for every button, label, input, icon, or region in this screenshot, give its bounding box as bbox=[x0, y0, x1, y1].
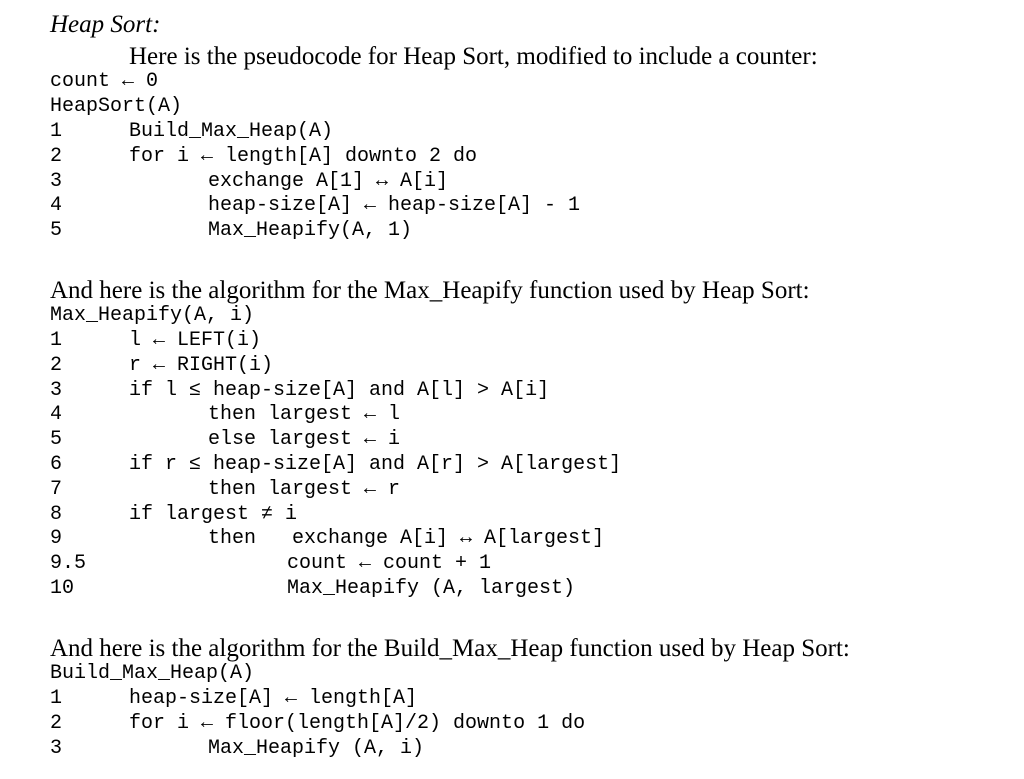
code-text: if r ≤ heap-size[A] and A[r] > A[largest] bbox=[129, 453, 622, 476]
code-text: Max_Heapify(A, 1) bbox=[208, 219, 413, 243]
line-number: 1 bbox=[50, 687, 63, 710]
line-number: 4 bbox=[50, 194, 63, 218]
code-text: if l ≤ heap-size[A] and A[l] > A[i] bbox=[129, 378, 550, 402]
maxheapify-intro: And here is the algorithm for the Max_Heapify function used by Heap Sort: bbox=[50, 277, 810, 304]
buildmaxheap-signature: Build_Max_Heap(A) bbox=[50, 662, 255, 685]
code-line bbox=[0, 403, 1000, 428]
line-number: 1 bbox=[50, 329, 63, 352]
code-line bbox=[0, 577, 1000, 602]
code-line bbox=[0, 354, 1000, 379]
code-line bbox=[0, 170, 1000, 195]
code-line bbox=[0, 687, 1000, 712]
line-number: 9.5 bbox=[50, 552, 87, 576]
line-number: 3 bbox=[50, 736, 63, 760]
code-text: else largest ← i bbox=[208, 428, 401, 452]
code-text: for i ← length[A] downto 2 do bbox=[129, 144, 478, 168]
code-line bbox=[0, 503, 1000, 528]
line-number: 2 bbox=[50, 711, 63, 735]
line-number: 2 bbox=[50, 353, 63, 377]
line-number: 6 bbox=[50, 453, 63, 476]
line-number: 8 bbox=[50, 502, 63, 526]
code-line bbox=[0, 329, 1000, 354]
line-number: 9 bbox=[50, 527, 63, 551]
code-text: then largest ← r bbox=[208, 477, 401, 501]
code-line bbox=[0, 712, 1000, 737]
line-number: 2 bbox=[50, 144, 63, 168]
code-line bbox=[0, 120, 1000, 145]
code-text: l ← LEFT(i) bbox=[129, 329, 262, 352]
line-number: 10 bbox=[50, 577, 75, 600]
code-line bbox=[0, 527, 1000, 552]
code-text: heap-size[A] ← length[A] bbox=[129, 687, 418, 710]
code-text: r ← RIGHT(i) bbox=[129, 353, 274, 377]
code-line bbox=[0, 219, 1000, 244]
heapsort-intro: Here is the pseudocode for Heap Sort, modified to include a counter: bbox=[129, 43, 818, 70]
code-text: count ← count + 1 bbox=[287, 552, 492, 576]
code-text: then exchange A[i] ↔ A[largest] bbox=[208, 527, 605, 551]
code-line bbox=[0, 194, 1000, 219]
code-line bbox=[0, 552, 1000, 577]
line-number: 3 bbox=[50, 169, 63, 193]
code-line bbox=[0, 379, 1000, 404]
maxheapify-signature: Max_Heapify(A, i) bbox=[50, 304, 255, 327]
code-text: then largest ← l bbox=[208, 403, 401, 427]
line-number: 5 bbox=[50, 428, 63, 452]
page-title: Heap Sort: bbox=[50, 11, 161, 38]
code-line bbox=[0, 453, 1000, 478]
heapsort-count-init: count ← 0 bbox=[50, 70, 159, 93]
code-text: exchange A[1] ↔ A[i] bbox=[208, 169, 449, 193]
code-line bbox=[0, 478, 1000, 503]
code-text: if largest ≠ i bbox=[129, 502, 298, 526]
code-text: Max_Heapify (A, i) bbox=[208, 736, 425, 760]
code-text: Build_Max_Heap(A) bbox=[129, 120, 334, 143]
line-number: 1 bbox=[50, 120, 63, 143]
code-text: Max_Heapify (A, largest) bbox=[287, 577, 576, 600]
heapsort-signature: HeapSort(A) bbox=[50, 95, 183, 118]
code-line bbox=[0, 145, 1000, 170]
line-number: 4 bbox=[50, 403, 63, 427]
code-text: heap-size[A] ← heap-size[A] - 1 bbox=[208, 194, 581, 218]
line-number: 3 bbox=[50, 378, 63, 402]
line-number: 5 bbox=[50, 219, 63, 243]
code-line bbox=[0, 737, 1000, 762]
code-text: for i ← floor(length[A]/2) downto 1 do bbox=[129, 711, 586, 735]
line-number: 7 bbox=[50, 477, 63, 501]
code-line bbox=[0, 428, 1000, 453]
buildmaxheap-intro: And here is the algorithm for the Build_Max_Heap function used by Heap Sort: bbox=[50, 635, 850, 662]
